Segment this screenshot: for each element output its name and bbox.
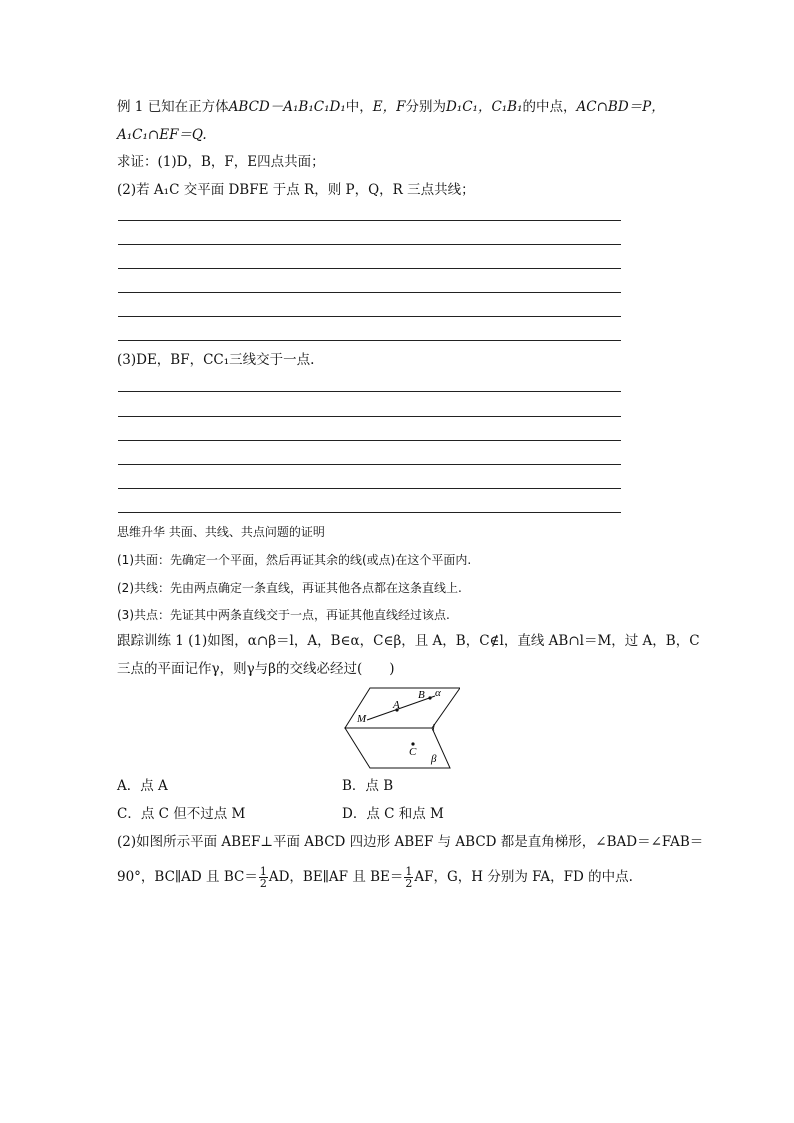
choice-a[interactable]: A．点 A — [117, 778, 168, 794]
label-beta: β — [431, 753, 437, 765]
label-C: C — [409, 746, 417, 758]
answer-line[interactable] — [118, 220, 621, 221]
prove-item-2: (2)若 A₁C 交平面 DBFE 于点 R，则 P，Q，R 三点共线； — [117, 182, 475, 198]
answer-line[interactable] — [118, 340, 621, 341]
label-l: l — [432, 722, 436, 734]
prove-label-line: 求证：(1)D，B，F，E四点共面； — [117, 154, 325, 170]
line-AB — [367, 696, 435, 720]
answer-line[interactable] — [118, 440, 621, 441]
label-A: A — [393, 699, 400, 711]
fraction-half: $\frac{1}{2}$ — [405, 865, 413, 890]
example1-line1: 例 1 已知在正方体ABCD－A₁B₁C₁D₁中，E，F分别为D₁C₁，C₁B₁的中点，AC∩BD＝P， — [117, 99, 665, 115]
answer-line[interactable] — [118, 391, 621, 392]
label-alpha: α — [435, 687, 441, 699]
planes-figure — [335, 682, 460, 774]
answer-line[interactable] — [118, 416, 621, 417]
label-M: M — [357, 713, 367, 725]
answer-line[interactable] — [118, 316, 621, 317]
prove-item-3: (3)DE，BF，CC₁三线交于一点. — [117, 352, 315, 368]
answer-line[interactable] — [118, 268, 621, 269]
choice-b[interactable]: B．点 B — [342, 778, 394, 794]
answer-line[interactable] — [118, 488, 621, 489]
summary-item-3: (3)共点：先证其中两条直线交于一点，再证其他直线经过该点. — [117, 608, 450, 622]
answer-line[interactable] — [118, 244, 621, 245]
q2-line1: (2)如图所示平面 ABEF⊥平面 ABCD 四边形 ABEF 与 ABCD 都是直角梯形，∠BAD＝∠FAB＝ — [117, 834, 704, 850]
summary-item-1: (1)共面：先确定一个平面，然后再证其余的线(或点)在这个平面内. — [117, 553, 472, 567]
answer-line[interactable] — [118, 464, 621, 465]
answer-line[interactable] — [118, 512, 621, 513]
choice-c[interactable]: C．点 C 但不过点 M — [117, 806, 246, 822]
point-B — [428, 696, 431, 699]
practice-line2: 三点的平面记作γ，则γ与β的交线必经过( ) — [117, 661, 395, 677]
answer-line[interactable] — [118, 292, 621, 293]
fraction-half: $\frac{1}{2}$ — [259, 865, 267, 890]
summary-title: 思维升华 共面、共线、共点问题的证明 — [117, 525, 325, 539]
summary-item-2: (2)共线：先由两点确定一条直线，再证其他各点都在这条直线上. — [117, 581, 462, 595]
example1-line2: A₁C₁∩EF＝Q. — [117, 127, 207, 143]
practice-line1: 跟踪训练 1 (1)如图，α∩β＝l，A，B∈α，C∈β，且 A，B，C∉l，直线 AB∩l＝M，过 A，B，C — [117, 633, 700, 649]
choice-d[interactable]: D．点 C 和点 M — [342, 806, 444, 822]
q2-line2: 90°，BC∥AD 且 BC＝ $\frac{1}{2}$ AD，BE∥AF 且 BE＝ $\frac{1}{2}$ AF，G，H 分别为 FA，FD 的中点. — [117, 865, 633, 890]
label-B: B — [418, 689, 425, 701]
